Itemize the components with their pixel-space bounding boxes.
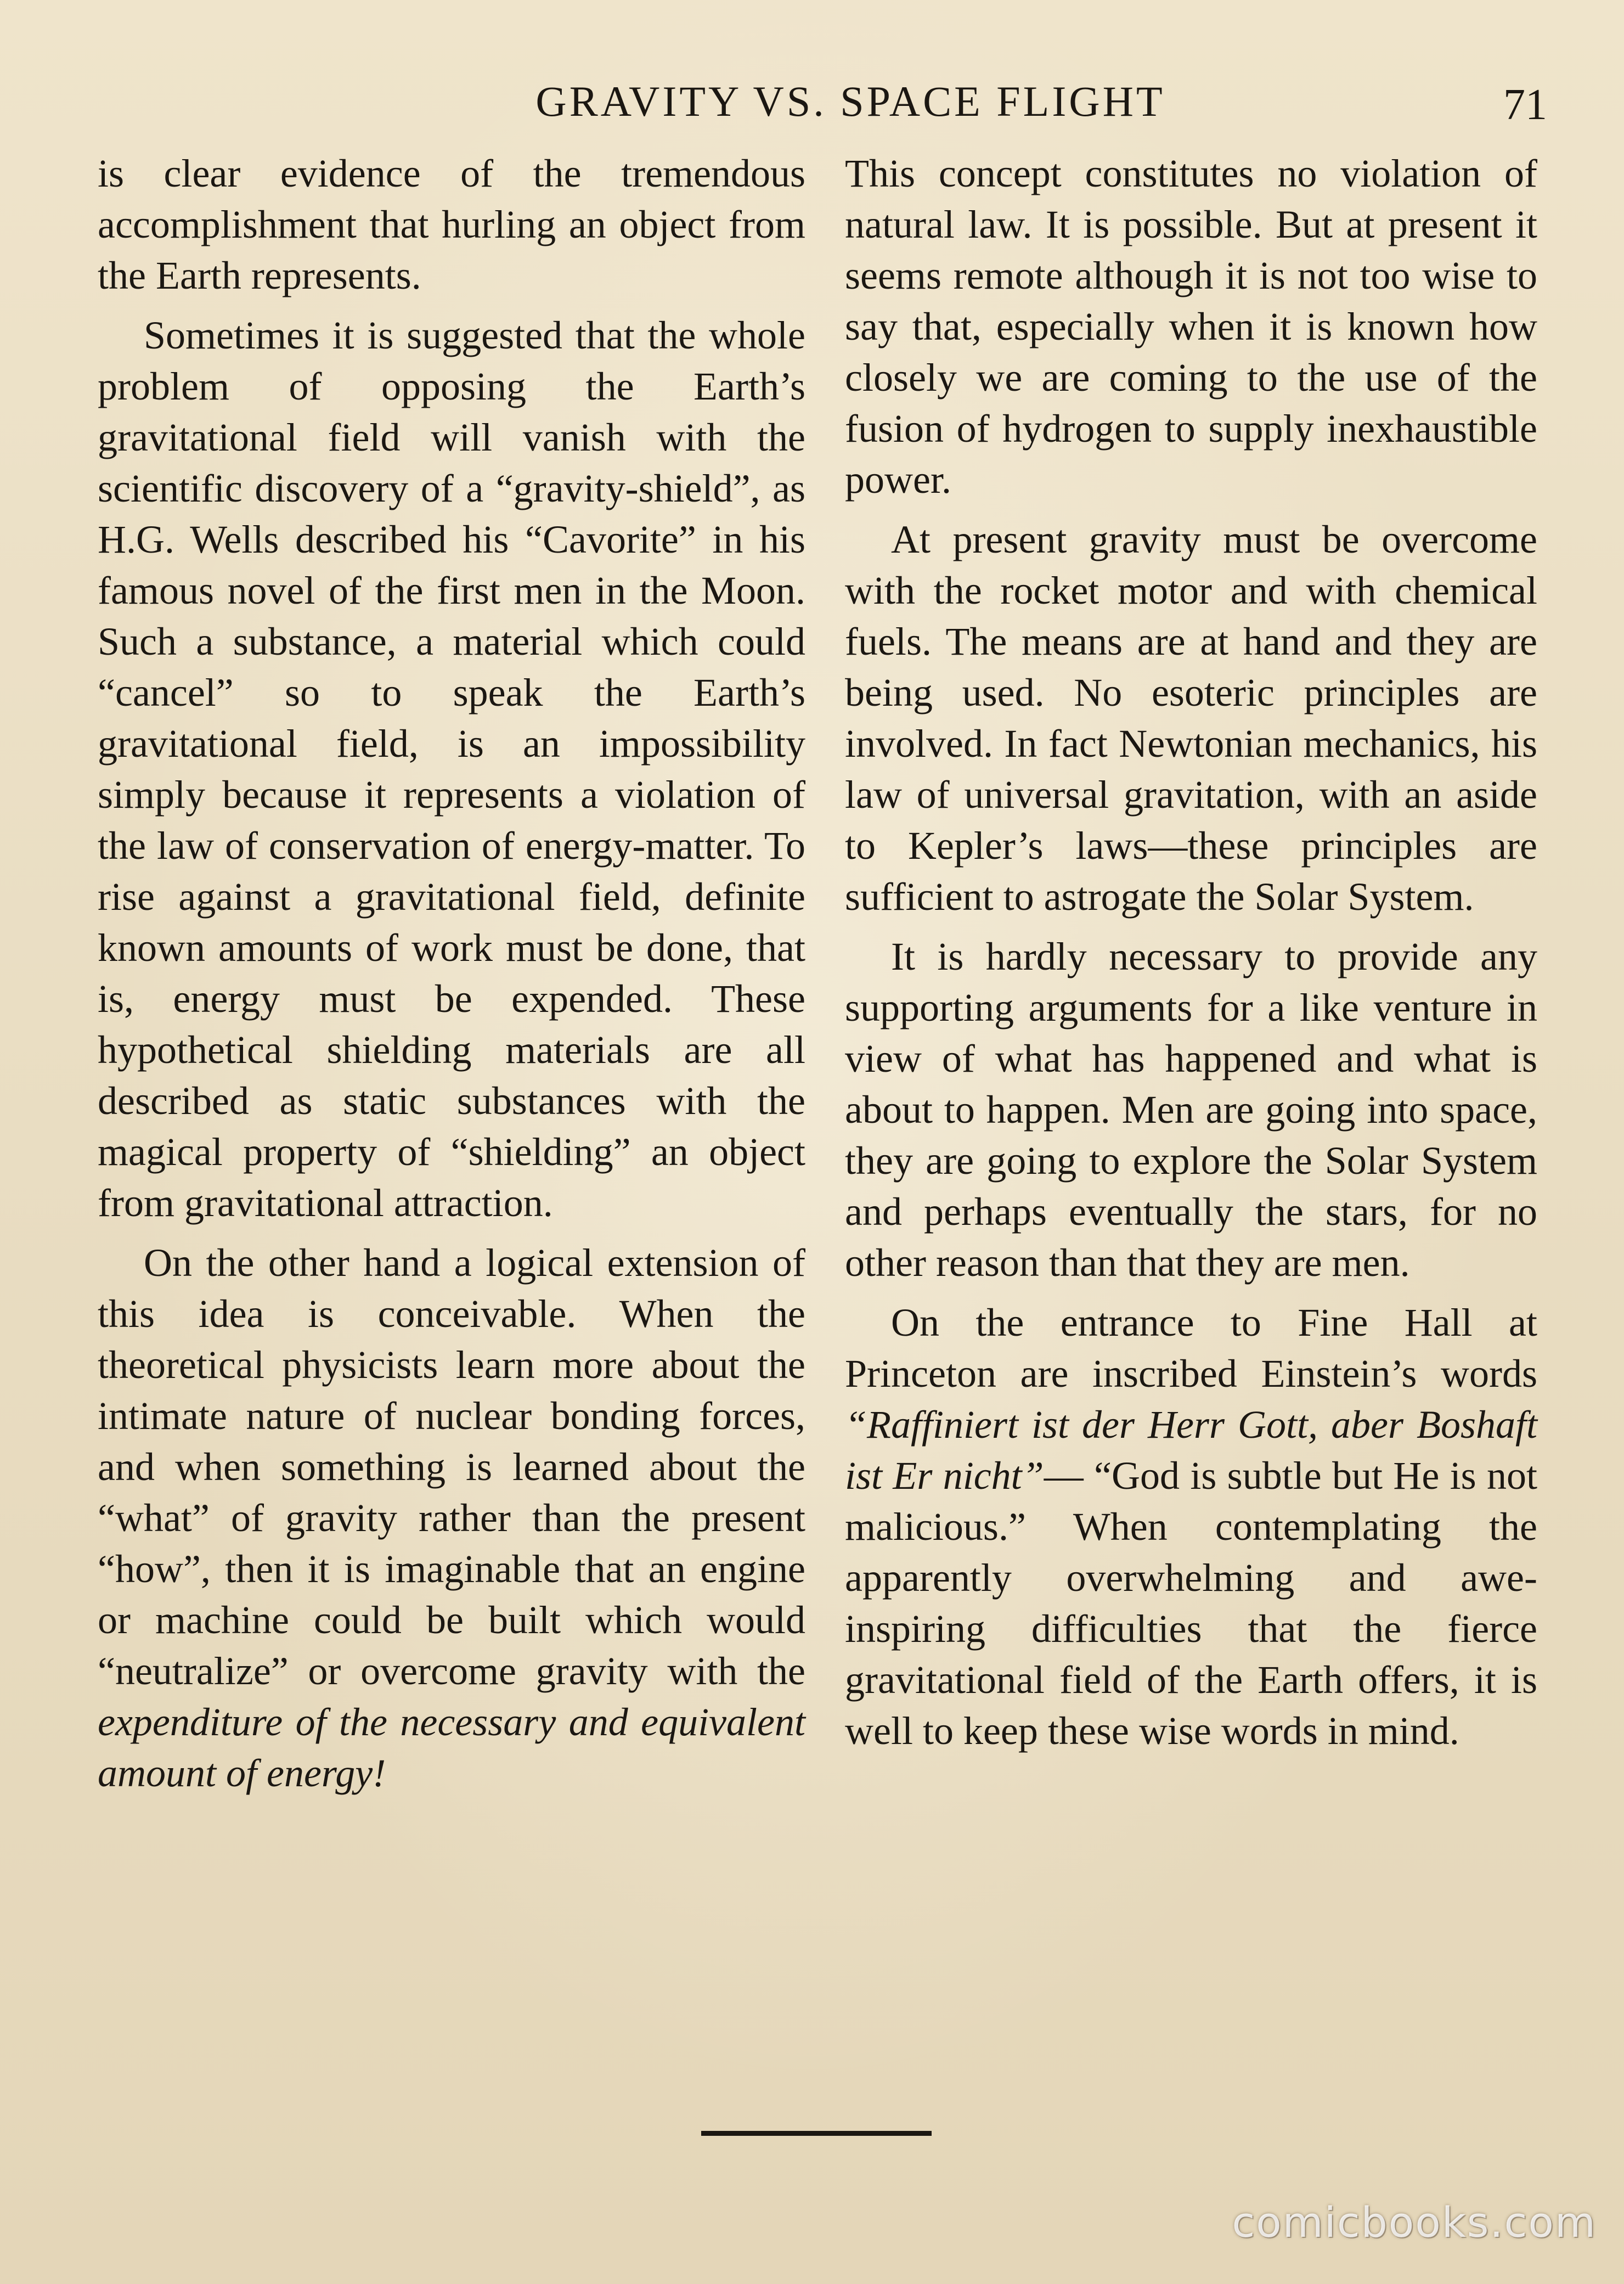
paragraph: is clear evidence of the tremendous accomplishment that hurling an object from the Earth represents.: [98, 151, 805, 297]
german-quote: “Raffiniert ist der Herr Gott, aber Boshaft ist Er nicht”: [845, 1403, 1537, 1498]
paragraph: [845, 1297, 1537, 1757]
page-header: [0, 71, 1624, 132]
paragraph: It is hardly necessary to provide any supporting arguments for a like venture in view of what has happened and what is about to happen. Men are going into space, they are going to explore the Solar System and perhaps eventually the stars, for no other reason than that they are men.: [845, 935, 1537, 1285]
paragraph: At present gravity must be overcome with the rocket motor and with chemical fuels. The means are at hand and they are being used. No esoteric principles are involved. In fact Newtonian mechanics, his law of universal gravitation, with an aside to Kepler’s laws—these principles are sufficient to astrogate the Solar System.: [845, 517, 1537, 919]
paragraph-text: On the other hand a logical extension of this idea is conceivable. When the theoretical physicists learn more about the intimate nature of nuclear bonding forces, and when something is learned about the “what” of gravity rather than the present “how”, then it is imaginable that an engine or machine could be built which would “neutralize” or overcome gravity with the: [98, 1241, 805, 1693]
paragraph: Sometimes it is suggested that the whole problem of opposing the Earth’s gravitational field will vanish with the scientific discovery of a “gravity-shield”, as H.G. Wells described his “Cavorite” in his famous novel of the first men in the Moon. Such a substance, a material which could “cancel” so to speak the Earth’s gravitational field, is an impossibility simply because it represents a violation of the law of conservation of energy-matter. To rise against a gravitational field, definite known amounts of work must be done, that is, energy must be expended. These hypothetical shielding materials are all described as static substances with the magical property of “shielding” an object from gravitational attraction.: [98, 313, 805, 1225]
paragraph: This concept constitutes no violation of natural law. It is possible. But at present it seems remote although it is not too wise to say that, especially when it is known how closely we are coming to the use of the fusion of hydrogen to supply inexhaustible power.: [845, 151, 1537, 502]
paragraph-text: On the entrance to Fine Hall at Princeton are inscribed Einstein’s words: [845, 1301, 1537, 1396]
running-title: GRAVITY VS. SPACE FLIGHT: [535, 77, 1165, 125]
paragraph-text: — “God is subtle but He is not malicious.” When contemplating the apparently overwhelming and awe-inspiring difficulties that the fierce gravitational field of the Earth offers, it is well to keep these wise words in mind.: [845, 1454, 1537, 1753]
page-number: 71: [1503, 81, 1547, 129]
watermark: comicbooks.com: [1232, 2198, 1597, 2247]
right-column: [845, 148, 1537, 1765]
end-rule: [701, 2131, 932, 2136]
emphasized-text: expenditure of the necessary and equivalent amount of energy!: [98, 1700, 805, 1795]
left-column: [98, 148, 805, 1808]
paragraph: [98, 1237, 805, 1799]
